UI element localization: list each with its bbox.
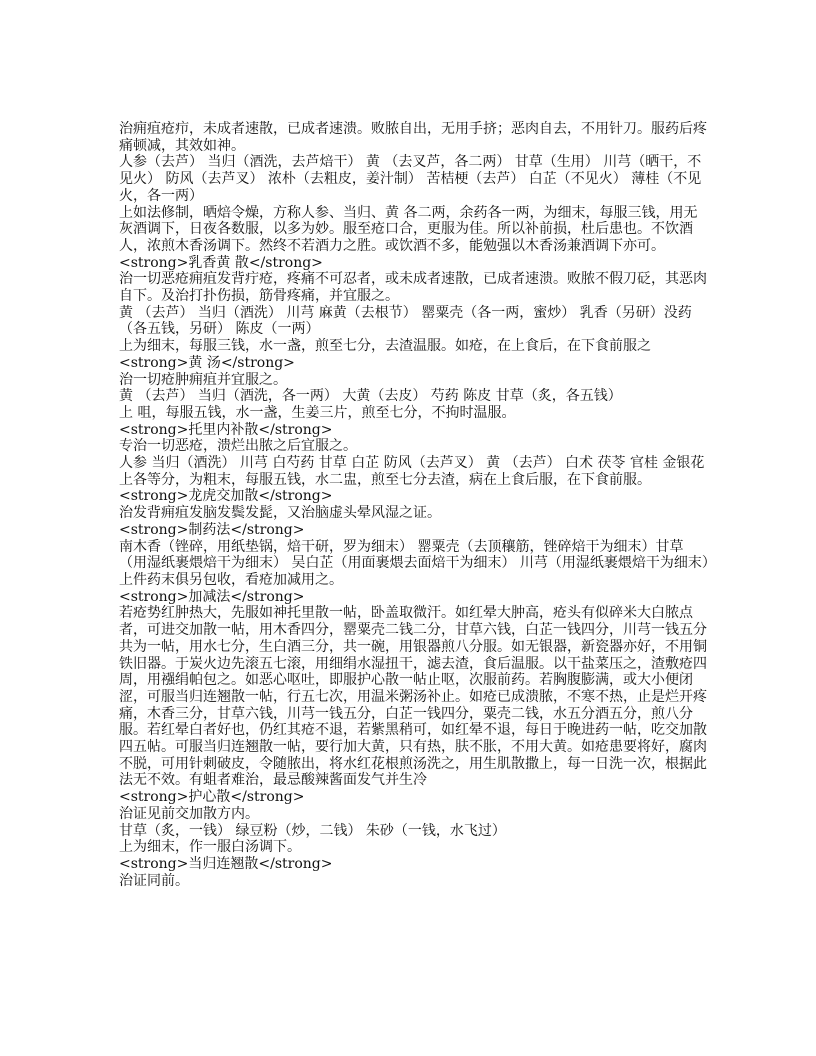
indication-text: 治一切恶疮痈疽发背疔疮，疼痛不可忍者，或未成者速散，已成者速溃。败脓不假刀砭，其恶肉自下。及治打扑伤损，筋骨疼痛，并宜服之。: [119, 271, 707, 305]
formula-heading: <strong>托里内补散</strong>: [119, 421, 333, 438]
formula-heading: <strong>当归连翘散</strong>: [119, 855, 333, 872]
preparation-text: 上 咀，每服五钱，水一盏，生姜三片，煎至七分，不拘时温服。: [119, 404, 516, 421]
formula-heading: <strong>护心散</strong>: [119, 789, 305, 806]
paragraph-intro: 治痈疽疮疖，未成者速散，已成者速溃。败脓自出，无用手挤；恶肉自去，不用针刀。服药后疼痛顿减，其效如神。: [119, 121, 707, 154]
indication-text: 治一切疮肿痈疽并宜服之。: [119, 371, 287, 388]
indication-text: 治证同前。: [119, 872, 189, 889]
indication-text: 专治一切恶疮，溃烂出脓之后宜服之。: [119, 438, 357, 455]
preparation-text: 上为细末，作一服白汤调下。: [119, 839, 301, 856]
ingredients-list: 人参 当归（酒洗） 川芎 白芍药 甘草 白芷 防风（去芦叉） 黄 （去芦） 白术 茯苓 官桂 金银花: [119, 455, 705, 472]
indication-text: 治发背痈疽发脑发鬓发髭，又治脑虚头晕风湿之证。: [119, 505, 441, 522]
ingredients-list: 人参（去芦） 当归（酒洗，去芦焙干） 黄 （去叉芦，各二两） 甘草（生用） 川芎（晒干，不见火） 防风（去芦叉） 浓朴（去粗皮，姜汁制） 苦桔梗（去芦） 白芷（不见火） 薄桂（不见火，各一两）: [119, 154, 702, 204]
preparation-text: 上如法修制，晒焙令燥，方称人参、当归、黄 各二两，余药各一两，为细末，每服三钱，用无灰酒调下，日夜各数服，以多为妙。服至疮口合，更服为佳。所以补前损，杜后患也。不饮酒人，浓煎木香汤调下。然终不若酒力之胜。或饮酒不多，能勉强以木香汤兼酒调下亦可。: [119, 204, 698, 254]
document-body: [119, 121, 716, 889]
ingredients-list: 黄 （去芦） 当归（酒洗，各一两） 大黄（去皮） 芍药 陈皮 甘草（炙，各五钱）: [119, 388, 622, 405]
preparation-text: 上件药末俱另包收，看疮加减用之。: [119, 571, 343, 588]
ingredients-list: 南木香（锉碎，用纸垫锅，焙干研，罗为细末） 罂粟壳（去顶穰筋，锉碎焙干为细末）甘草（用湿纸裹煨焙干为细末） 吴白芷（用面裹煨去面焙干为细末） 川芎（用湿纸裹煨焙干为细末）: [119, 538, 716, 572]
section-heading: <strong>制药法</strong>: [119, 521, 305, 538]
method-text: 若疮势红肿热大，先服如神托里散一帖，卧盖取微汗。如红晕大肿高，疮头有似碎米大白脓点者，可进交加散一帖，用木香四分，罂粟壳二钱二分，甘草六钱，白芷一钱四分，川芎一钱五分共为一帖，用水七分，生白酒三分，共一碗，用银器煎八分服。如无银器，新瓷器亦好，不用铜铁旧器。于炭火边先滚五七滚，用细绢水湿扭干，滤去渣，食后温服。以干盐菜压之，渣敷疮四周，用襁绢帕包之。如恶心呕吐，即服护心散一帖止呕，次服前药。若胸腹膨满，或大小便闭涩，可服当归连翘散一帖，行五七次，用温米粥汤补止。如疮已成溃脓，不寒不热，止是烂开疼痛，木香三分，甘草六钱，川芎一钱五分，白芷一钱四分，粟壳二钱，水五分酒五分，煎八分服。若红晕白者好也，仍红其疮不退，若紫黑稍可，如红晕不退，每日于晚进药一帖，吃交加散四五帖。可服当归连翘散一帖，要行加大黄，只有热，肤不胀，不用大黄。如疮患要将好，腐肉不脱，可用针刺破皮，令随脓出，将水红花根煎汤洗之，用生肌散撒上，每一日洗一次，根据此法无不效。有蛆者难治，最忌酸辣酱面发气并生冷: [119, 605, 707, 789]
ingredients-list: 甘草（炙，一钱） 绿豆粉（炒，二钱） 朱砂（一钱，水飞过）: [119, 822, 506, 839]
preparation-text: 上各等分，为粗末，每服五钱，水二盅，煎至七分去渣，病在上食后服，在下食前服。: [119, 471, 651, 488]
formula-heading: <strong>黄 汤</strong>: [119, 354, 295, 371]
formula-heading: <strong>乳香黄 散</strong>: [119, 254, 323, 271]
section-heading: <strong>加减法</strong>: [119, 588, 305, 605]
preparation-text: 上为细末，每服三钱，水一盏，煎至七分，去渣温服。如疮，在上食后，在下食前服之: [119, 338, 651, 355]
formula-heading: <strong>龙虎交加散</strong>: [119, 488, 333, 505]
indication-text: 治证见前交加散方内。: [119, 805, 259, 822]
ingredients-list: 黄 （去芦） 当归（酒洗） 川芎 麻黄（去根节） 罂粟壳（各一两，蜜炒） 乳香（另研）没药（各五钱，另研） 陈皮（一两）: [119, 304, 692, 338]
